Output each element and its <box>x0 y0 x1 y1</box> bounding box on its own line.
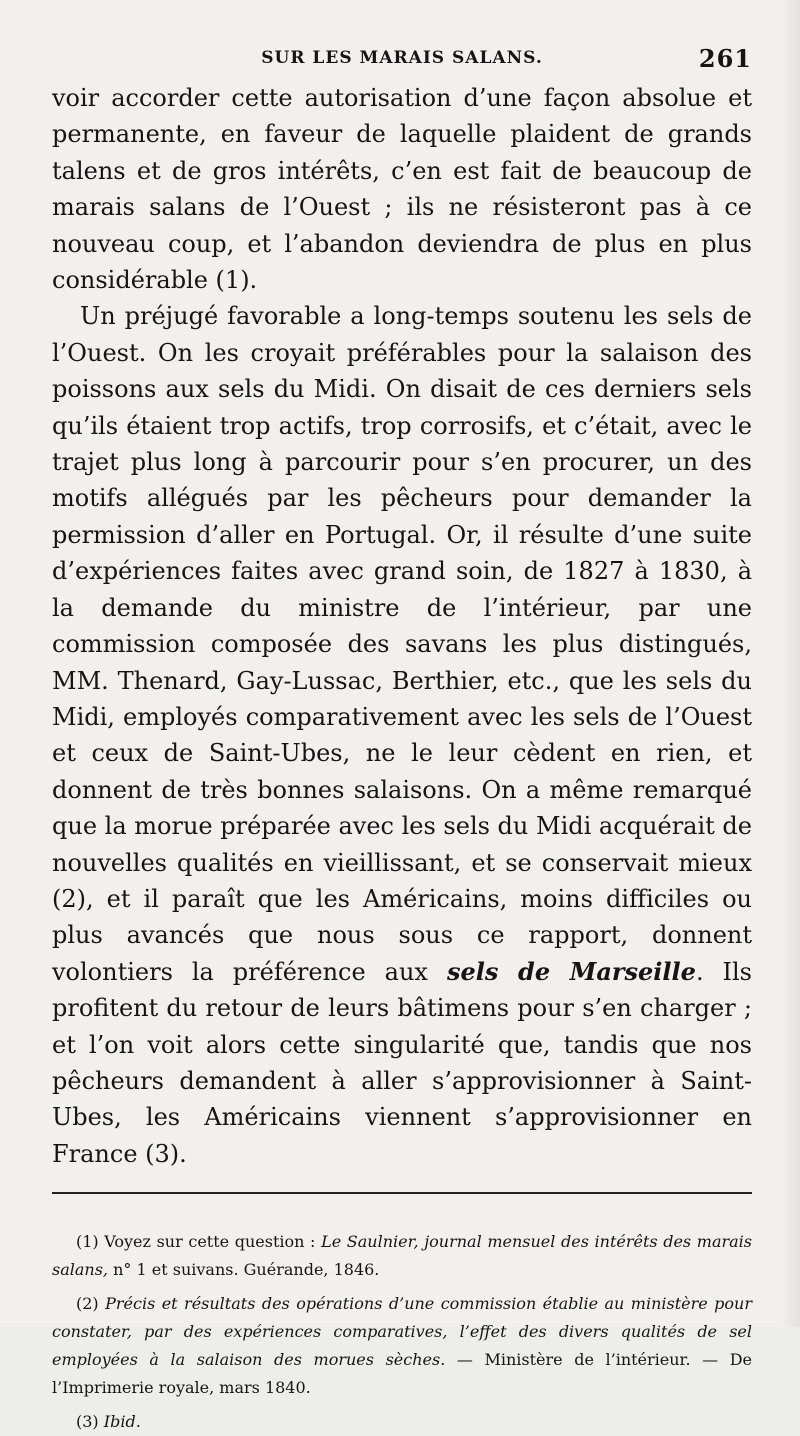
footnote-1-rest: n° 1 et suivans. Guérande, 1846. <box>113 1260 380 1280</box>
footnote-3 <box>52 1408 752 1436</box>
paragraph-2-end: . Ils profitent du retour de leurs bâtimens pour s’en charger ; et l’on voit alors cette singularité que, tandis que nos pêcheurs demandent à aller s’approvisionner à Saint-Ubes, les Américains viennent s’approvisionner en France (3). <box>52 957 752 1168</box>
footnote-2-rest: — Ministère de l’intérieur. — De l’Imprimerie royale, mars 1840. <box>52 1350 752 1398</box>
footnote-rule <box>52 1192 752 1194</box>
emphasis-sels-de-marseille: sels de Marseille <box>446 956 696 986</box>
footnote-1 <box>52 1228 752 1284</box>
footnote-1-title: Le Saulnier, journal mensuel des intérêts des marais salans, <box>52 1232 752 1280</box>
footnote-2 <box>52 1290 752 1402</box>
running-title: SUR LES MARAIS SALANS. <box>261 48 543 68</box>
footnote-2-mark: (2) <box>76 1294 99 1314</box>
paragraph-1: voir accorder cette autorisation d’une façon absolue et permanente, en faveur de laquelle plaident de grands talens et de gros intérêts, c’en est fait de beaucoup de marais salans de l’Ouest ; ils ne résisteront pas à ce nouveau coup, et l’abandon deviendra de plus en plus considérable (1). <box>52 84 752 295</box>
footnote-1-mark: (1) <box>76 1232 99 1252</box>
footnote-2-title: Précis et résultats des opérations d’une commission établie au ministère pour constater, par des expériences comparatives, l’effet des divers qualités de sel employées à la salaison des morues sèches. <box>52 1294 752 1370</box>
footnote-3-mark: (3) <box>76 1412 99 1432</box>
footnotes <box>52 1228 752 1436</box>
paragraph-2 <box>52 298 752 1172</box>
paragraph-2-text: Un préjugé favorable a long-temps soutenu les sels de l’Ouest. On les croyait préférables pour la salaison des poissons aux sels du Midi. On disait de ces derniers sels qu’ils étaient trop actifs, trop corrosifs, et c’était, avec le trajet plus long à parcourir pour s’en procurer, un des motifs allégués par les pêcheurs pour demander la permission d’aller en Portugal. Or, il résulte d’une suite d’expériences faites avec grand soin, de 1827 à 1830, à la demande du ministre de l’intérieur, par une commission composée des savans les plus distingués, MM. Thenard, Gay-Lussac, Berthier, etc., que les sels du Midi, employés comparativement avec les sels de l’Ouest et ceux de Saint-Ubes, ne le leur cèdent en rien, et donnent de très bonnes salaisons. On a même remarqué que la morue préparée avec les sels du Midi acquérait de nouvelles qualités en vieillissant, et se conservait mieux (2), et il paraît que les Américains, moins difficiles ou plus avancés que nous sous ce rapport, donnent volontiers la préférence aux <box>52 302 752 986</box>
running-head <box>52 40 752 80</box>
footnote-1-text: Voyez sur cette question : <box>104 1232 316 1252</box>
main-text <box>52 80 752 1172</box>
footnote-3-title: Ibid. <box>103 1412 141 1432</box>
page-number: 261 <box>698 44 752 73</box>
